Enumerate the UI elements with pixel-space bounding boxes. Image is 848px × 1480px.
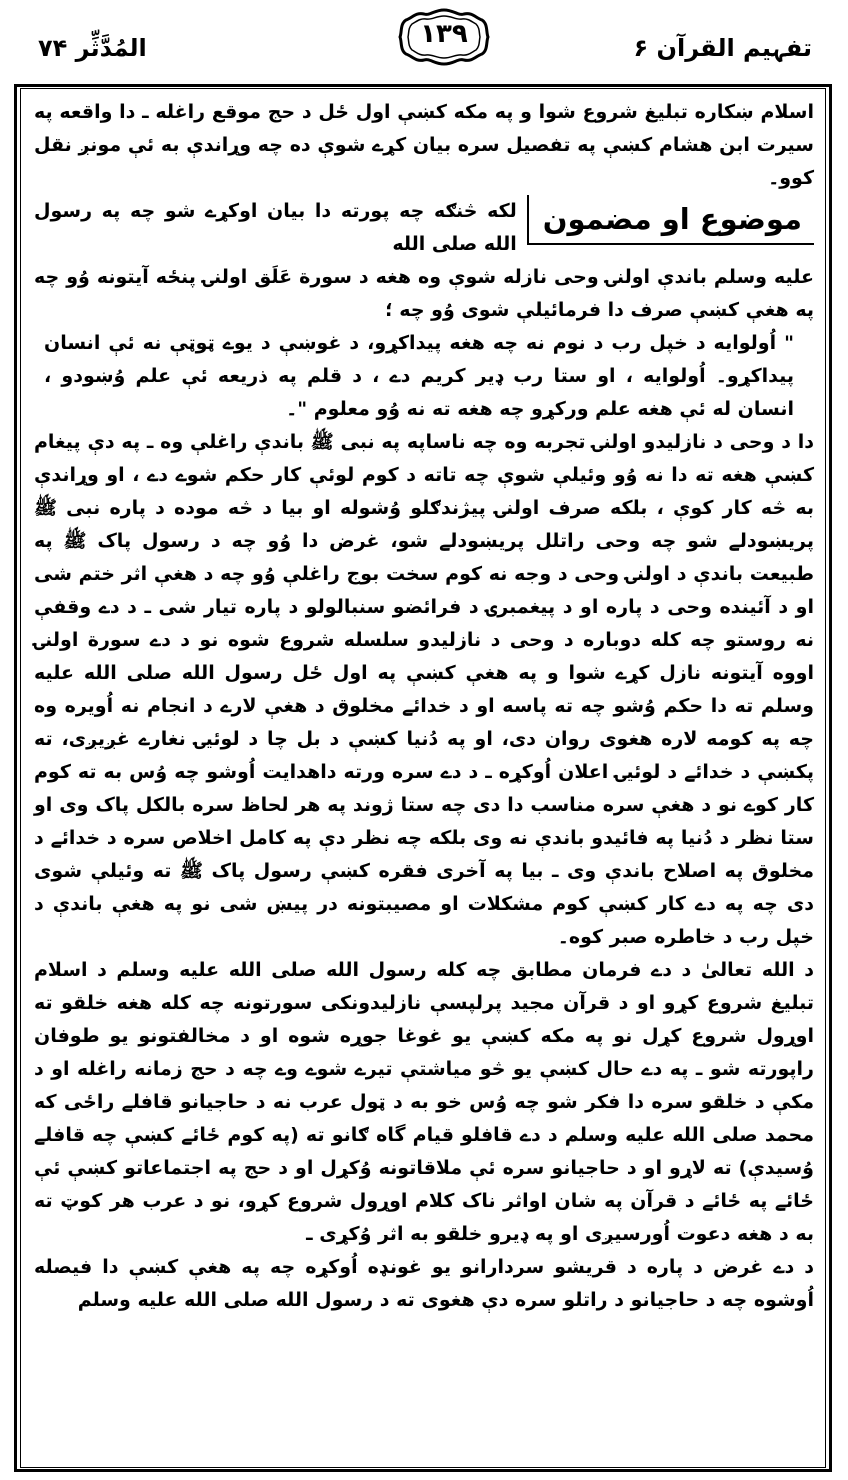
paragraph-preaching: د الله تعالیٰ د دے فرمان مطابق چه کله رسول الله صلی الله علیه وسلم د اسلام تبلیغ شروع کړو او د قرآن مجید پرلپسې نازلیدونکی سورتونه چه کله هغه خلقو ته اوړول شروع کړل نو په مکه کښې یو غوغا جوړه شوه او د مخالفتونو یو طوفان راپورته شو ـ په دے حال کښې یو څو میاشتې تیرے شوے وے چه د حج زمانه راغله او د مکې د خلقو سره دا فکر شو چه وُس خو به د ټول عرب نه د حاجیانو قافلے راځی که محمد صلی الله علیه وسلم د دے قافلو قیام گاه ګانو ته (په کوم ځائے کښې چه قافلے وُسیدې) ته لاړو او د حاجیانو سره ئې ملاقاتونه وُکړل او د حج په اجتماعاتو کښې ئې ځائے په ځائے د قرآن په شان اواثر ناک کلام اوړول شروع کړو، نو د عرب هر کوټ ته به د هغه دعوت اُورسیږی او په ډیرو خلقو به اثر وُکړی ـ xyxy=(34,959,814,1245)
book-title: تفہیم القرآن ۶ xyxy=(633,34,812,62)
page-number-badge xyxy=(398,8,490,66)
section-heading-row xyxy=(34,195,814,261)
page-number: ۱۳۹ xyxy=(420,19,468,49)
page-header xyxy=(20,8,830,78)
paragraph-revelation: علیه وسلم باندې اولنۍ وحی نازله شوې وه هغه د سورة عَلَق اولنۍ پنځه آیتونه وُو چه په هغې کښې صرف دا فرمائیلې شوی وُو چه ؛ xyxy=(34,266,814,321)
body-text xyxy=(34,96,814,1317)
paragraph-intro: اسلام ښکاره تبلیغ شروع شوا و په مکه کښې اول ځل د حج موقع راغله ـ دا واقعه په سیرت ابن هشام کښې په تفصیل سره بیان کړے شوې ده چه وړاندې به ئې مونږ نقل کوو۔ xyxy=(34,101,814,189)
verse-quote: " اُولوایه د خپل رب د نوم نه چه هغه پیداکړو، د غوښې د یوے ټوټې نه ئې انسان پیداکړو۔ اُولوایه ، او ستا رب ډیر کریم دے ، د قلم په ذریعه ئې علم وُښودو ، انسان له ئې هغه علم ورکړو چه هغه ته نه وُو معلوم "۔ xyxy=(44,332,794,420)
paragraph-first-experience: دا د وحی د نازلیدو اولنۍ تجربه وه چه ناساپه په نبی ﷺ باندې راغلې وه ـ په دې پیغام کښې هغه ته دا نه وُو وئیلې شوې چه تاته د کوم لوئې کار حکم شوے دے ، او وړاندې به څه کار کوې ، بلکه صرف اولنۍ پیژندګلو وُشوله او بیا د څه موده د پاره نبی ﷺ پریښودلے شو چه وحی راتلل پریښودلے شو، غرض دا وُو چه د رسول پاک ﷺ په طبیعت باندې د اولنۍ وحی د وجه نه کوم سخت بوج راغلې وُو چه د هغې اثر ختم شی او د آئینده وحی د پاره او د پیغمبرۍ د فرائضو سنبالولو د پاره تیار شی ـ د دے وقفې نه روستو چه کله دوباره د وحی د نازلیدو سلسله شروع شوه نو د دے سورة اولنۍ اووه آیتونه نازل کړے شوا و په هغې کښې په اول ځل رسول الله صلی الله علیه وسلم ته دا حکم وُشو چه ته پاسه او د خدائے مخلوق د هغې لارے د انجام نه اُویره وه چه په کومه لاره هغوی روان دی، او په دُنیا کښې د بل چا د لوئیۍ نغارے غږیږی، ته پکښې د خدائے د لوئیۍ اعلان اُوکړه ـ د دے سره ورته داهدایت اُوشو چه وُس به ته کوم کار کوے نو د هغې سره مناسب دا دی چه ستا ژوند په هر لحاظ سره بالکل پاک وی او ستا نظر د دُنیا په فائیدو باندې نه وی بلکه چه نظر دې په کامل اخلاص سره د خدائے د مخلوق په اصلاح باندې وی ـ بیا په آخری فقره کښې رسول پاک ﷺ ته وئیلې شوی دی چه په دے کار کښې کوم مشکلات او مصیبتونه در پیښ شی نو په هغې باندې د خپل رب د خاطره صبر کوه۔ xyxy=(34,431,814,948)
paragraph-quraish: د دے غرض د پاره د قریشو سردارانو یو غونډه اُوکړه چه په هغې کښې دا فیصله اُوشوه چه د حاجیانو د راتلو سره دې هغوی ته د رسول الله صلی الله علیه وسلم xyxy=(34,1256,814,1311)
section-heading: موضوع او مضمون xyxy=(527,195,814,245)
heading-continuation: لکه څنګه چه پورته دا بیان اوکړے شو چه په رسول الله صلی الله xyxy=(34,200,517,255)
surah-title: المُدَّثِّر ۷۴ xyxy=(38,34,147,62)
